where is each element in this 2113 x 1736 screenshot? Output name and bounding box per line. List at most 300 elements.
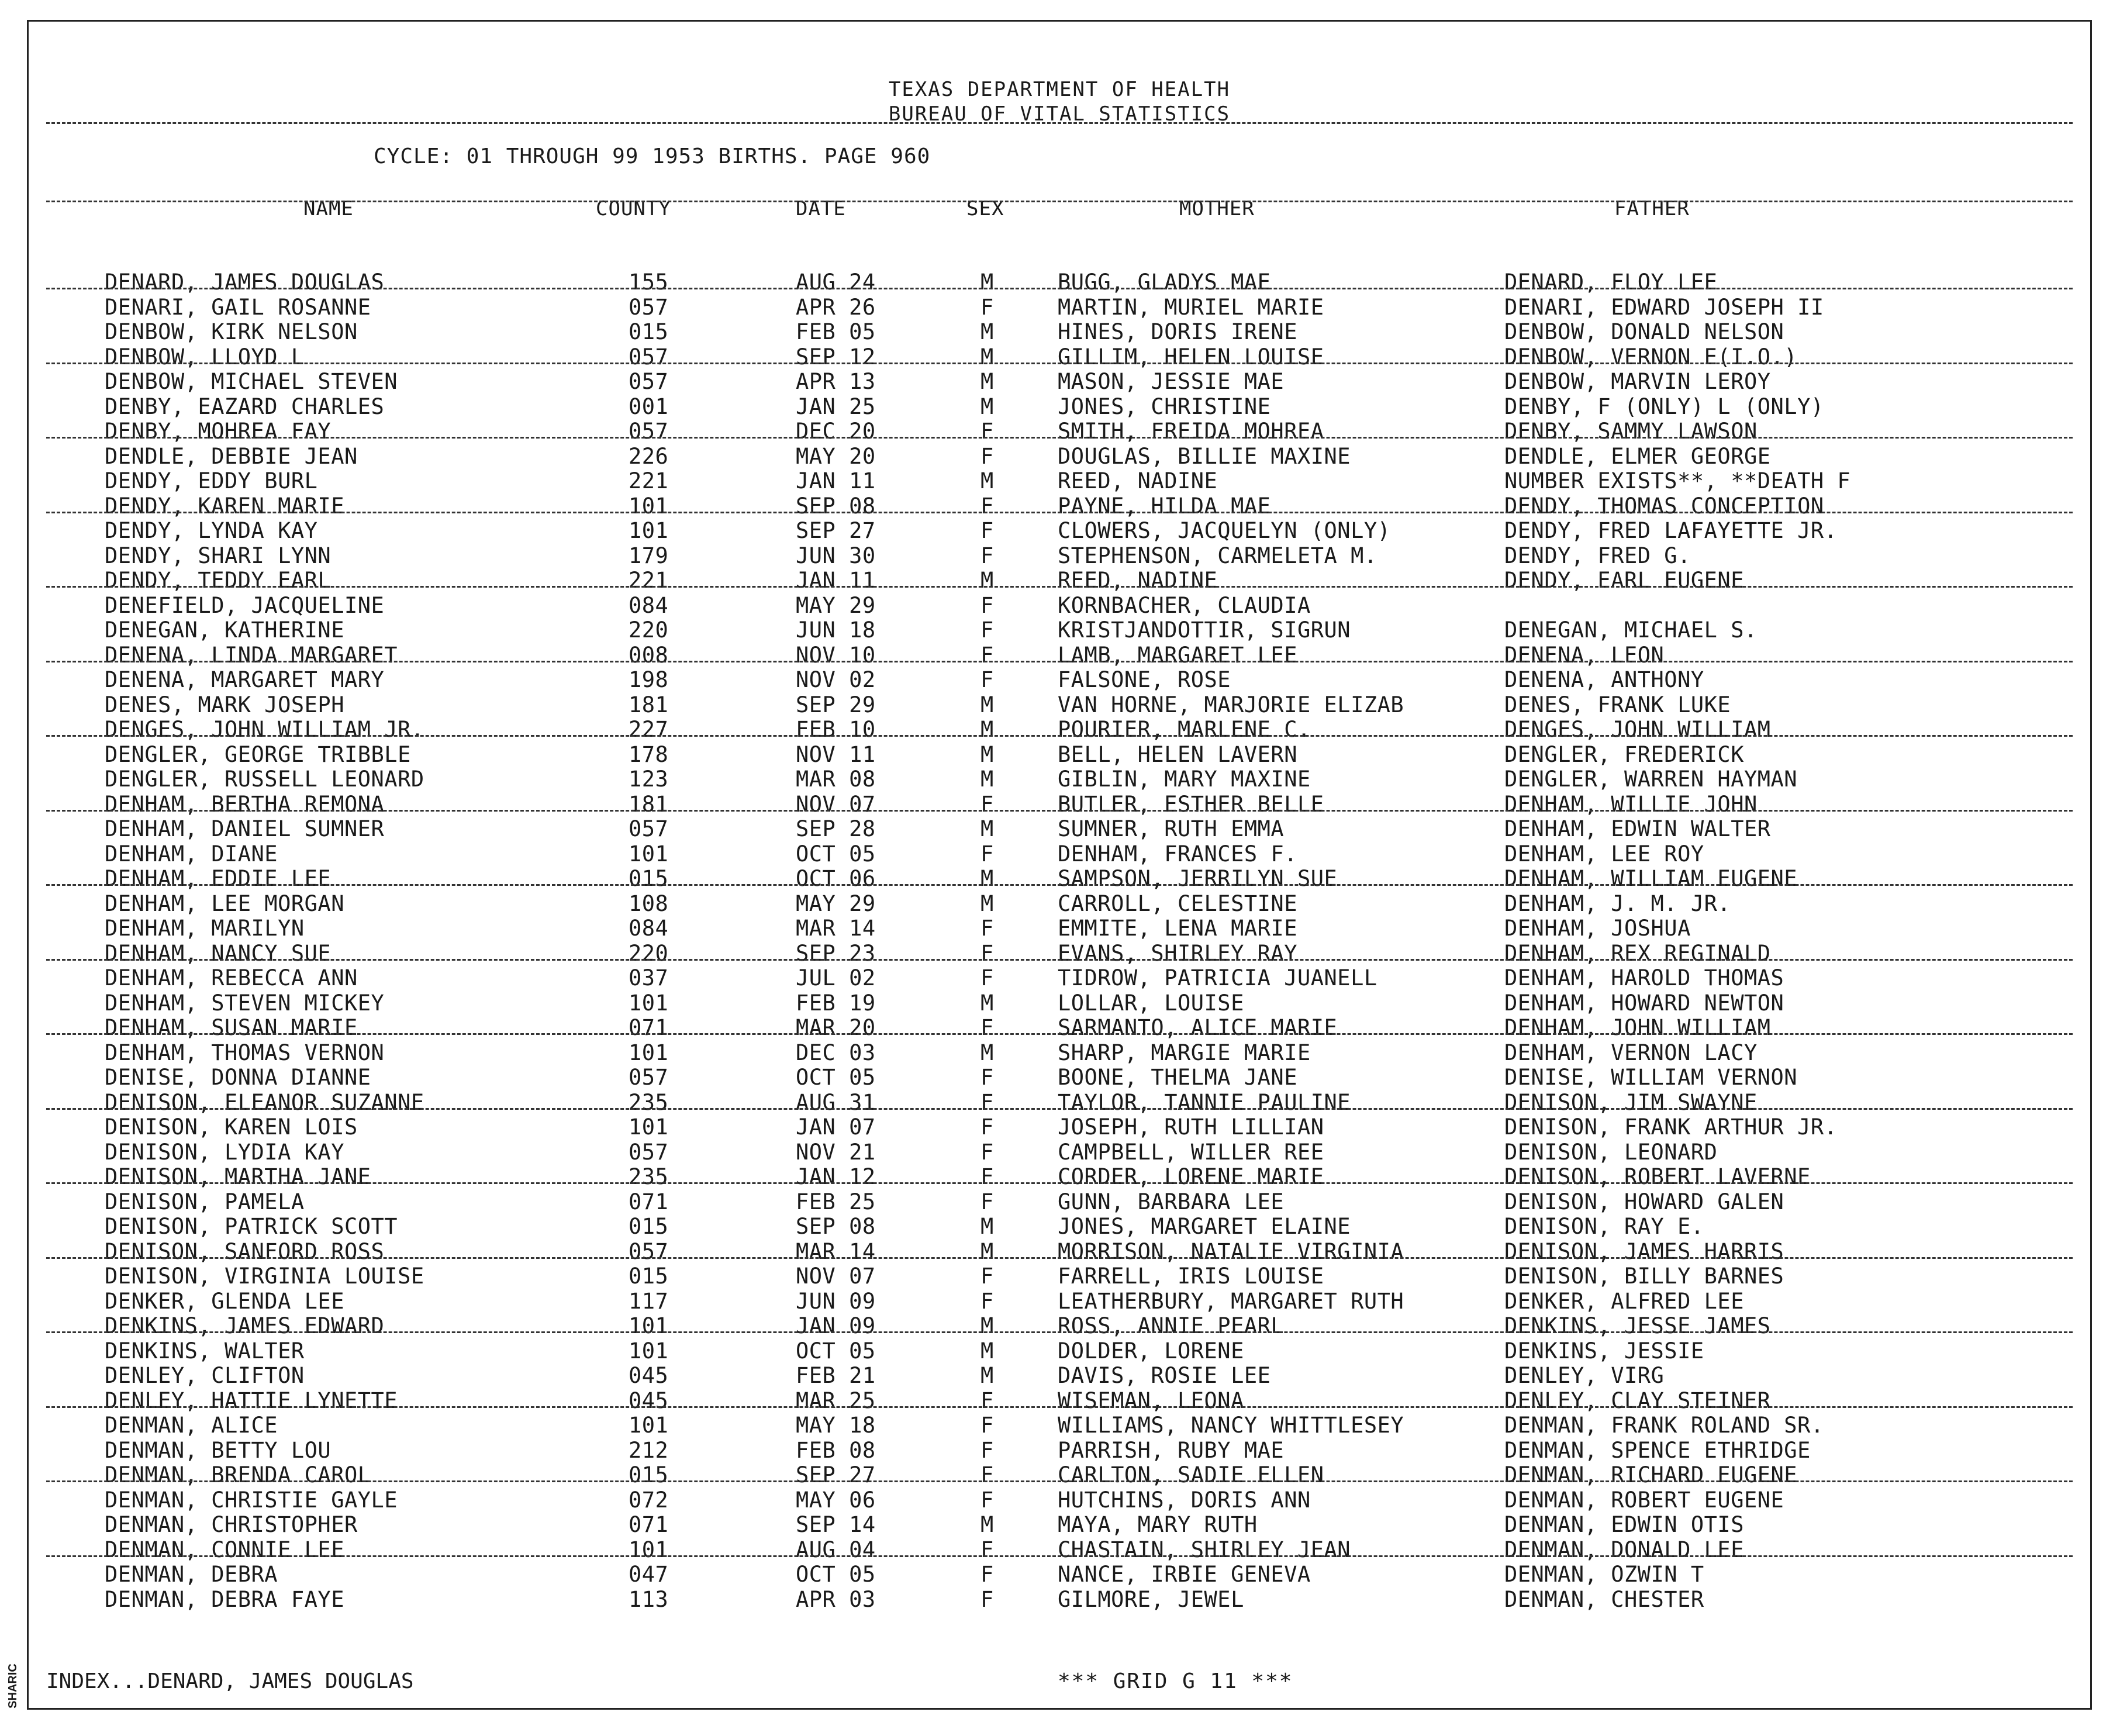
record-name: DENMAN, CHRISTOPHER <box>105 1512 358 1537</box>
record-father: DENHAM, HOWARD NEWTON <box>1504 990 1784 1016</box>
record-county: 220 <box>629 617 669 643</box>
record-name: DENHAM, BERTHA REMONA <box>105 791 385 817</box>
record-county: 001 <box>629 394 669 419</box>
record-father: DENDY, FRED LAFAYETTE JR. <box>1504 518 1838 543</box>
record-mother: KRISTJANDOTTIR, SIGRUN <box>1058 617 1351 643</box>
record-county: 072 <box>629 1487 669 1513</box>
column-header-date: DATE <box>796 197 846 220</box>
column-header-mother: MOTHER <box>1179 197 1255 220</box>
record-date: FEB 05 <box>796 319 876 344</box>
record-father: DENBOW, VERNON E(I.O.) <box>1504 344 1798 370</box>
record-row <box>29 345 2090 370</box>
record-date: MAR 08 <box>796 767 876 792</box>
record-sex: F <box>980 1189 994 1214</box>
record-date: MAR 20 <box>796 1015 876 1040</box>
column-header-county: COUNTY <box>596 197 671 220</box>
record-mother: SARMANTO, ALICE MARIE <box>1058 1015 1338 1040</box>
record-father: DENMAN, FRANK ROLAND SR. <box>1504 1413 1824 1438</box>
record-mother: PARRISH, RUBY MAE <box>1058 1437 1285 1463</box>
record-county: 057 <box>629 294 669 320</box>
record-mother: CARLTON, SADIE ELLEN <box>1058 1462 1324 1487</box>
record-mother: WILLIAMS, NANCY WHITTLESEY <box>1058 1413 1404 1438</box>
record-date: OCT 06 <box>796 866 876 891</box>
record-county: 015 <box>629 319 669 344</box>
record-name: DENHAM, THOMAS VERNON <box>105 1040 385 1065</box>
record-date: JAN 11 <box>796 568 876 593</box>
record-sex: M <box>980 1313 994 1338</box>
record-sex: M <box>980 568 994 593</box>
record-date: NOV 07 <box>796 1264 876 1289</box>
record-date: NOV 21 <box>796 1139 876 1165</box>
record-father: DENHAM, WILLIAM EUGENE <box>1504 866 1798 891</box>
record-row <box>29 1314 2090 1339</box>
record-mother: ROSS, ANNIE PEARL <box>1058 1313 1285 1338</box>
record-county: 057 <box>629 1139 669 1165</box>
record-sex: F <box>980 1437 994 1463</box>
record-date: APR 03 <box>796 1586 876 1612</box>
record-page <box>27 20 2092 1710</box>
record-sex: M <box>980 394 994 419</box>
record-name: DENDY, TEDDY EARL <box>105 568 332 593</box>
record-county: 071 <box>629 1015 669 1040</box>
record-father: DENKER, ALFRED LEE <box>1504 1288 1744 1314</box>
record-row <box>29 792 2090 817</box>
record-name: DENDY, KAREN MARIE <box>105 493 344 519</box>
record-county: 221 <box>629 568 669 593</box>
record-row <box>29 1016 2090 1041</box>
record-father: DENMAN, OZWIN T <box>1504 1562 1704 1587</box>
record-county: 101 <box>629 841 669 867</box>
record-row <box>29 1190 2090 1215</box>
record-date: MAY 20 <box>796 443 876 469</box>
record-mother: LOLLAR, LOUISE <box>1058 990 1244 1016</box>
record-row <box>29 1041 2090 1066</box>
record-sex: F <box>980 1388 994 1413</box>
record-sex: F <box>980 841 994 867</box>
record-row <box>29 817 2090 842</box>
side-tag <box>1 1659 25 1712</box>
record-date: MAY 18 <box>796 1413 876 1438</box>
record-mother: GILLIM, HELEN LOUISE <box>1058 344 1324 370</box>
record-sex: M <box>980 319 994 344</box>
record-name: DENHAM, STEVEN MICKEY <box>105 990 385 1016</box>
record-row <box>29 1587 2090 1613</box>
record-county: 015 <box>629 1462 669 1487</box>
record-name: DENHAM, LEE MORGAN <box>105 891 344 916</box>
record-name: DENDY, SHARI LYNN <box>105 543 332 568</box>
record-row <box>29 1413 2090 1438</box>
record-row <box>29 544 2090 569</box>
record-sex: F <box>980 1139 994 1165</box>
record-father: DENHAM, WILLIE JOHN <box>1504 791 1758 817</box>
record-sex: F <box>980 493 994 519</box>
record-mother: SMITH, FREIDA MOHREA <box>1058 419 1324 444</box>
record-date: NOV 10 <box>796 642 876 668</box>
record-county: 045 <box>629 1388 669 1413</box>
column-header-sex: SEX <box>966 197 1004 220</box>
record-row <box>29 842 2090 867</box>
record-name: DENHAM, DIANE <box>105 841 278 867</box>
record-county: 071 <box>629 1512 669 1537</box>
record-county: 045 <box>629 1363 669 1388</box>
record-mother: SAMPSON, JERRILYN SUE <box>1058 866 1338 891</box>
record-date: OCT 05 <box>796 1065 876 1090</box>
record-date: MAY 29 <box>796 891 876 916</box>
record-name: DENBY, MOHREA FAY <box>105 419 332 444</box>
record-row <box>29 643 2090 668</box>
record-sex: F <box>980 1462 994 1487</box>
record-date: FEB 21 <box>796 1363 876 1388</box>
record-father: DENLEY, CLAY STEINER <box>1504 1388 1771 1413</box>
record-county: 117 <box>629 1288 669 1314</box>
record-name: DENLEY, HATTIE LYNETTE <box>105 1388 398 1413</box>
record-date: FEB 08 <box>796 1437 876 1463</box>
record-name: DENHAM, MARILYN <box>105 916 305 941</box>
record-name: DENHAM, EDDIE LEE <box>105 866 332 891</box>
record-sex: F <box>980 1015 994 1040</box>
record-father: DENISON, FRANK ARTHUR JR. <box>1504 1114 1838 1140</box>
record-name: DENKINS, WALTER <box>105 1338 305 1364</box>
record-sex: F <box>980 1288 994 1314</box>
record-father: DENGLER, FREDERICK <box>1504 741 1744 767</box>
record-date: JUN 18 <box>796 617 876 643</box>
record-name: DENHAM, SUSAN MARIE <box>105 1015 358 1040</box>
record-mother: FALSONE, ROSE <box>1058 667 1231 692</box>
record-mother: CORDER, LORENE MARIE <box>1058 1164 1324 1189</box>
record-sex: M <box>980 1238 994 1264</box>
record-date: AUG 04 <box>796 1537 876 1562</box>
record-row <box>29 1165 2090 1190</box>
record-father: DENENA, ANTHONY <box>1504 667 1704 692</box>
record-mother: GUNN, BARBARA LEE <box>1058 1189 1285 1214</box>
record-sex: F <box>980 1164 994 1189</box>
record-father: DENISON, RAY E. <box>1504 1214 1704 1239</box>
record-father: DENGES, JOHN WILLIAM <box>1504 717 1771 742</box>
record-name: DENISON, PAMELA <box>105 1189 305 1214</box>
record-sex: M <box>980 741 994 767</box>
record-name: DENISON, KAREN LOIS <box>105 1114 358 1140</box>
record-father: DENISON, ROBERT LAVERNE <box>1504 1164 1811 1189</box>
record-name: DENISE, DONNA DIANNE <box>105 1065 371 1090</box>
record-row <box>29 966 2090 991</box>
record-county: 037 <box>629 965 669 990</box>
record-father: DENBY, F (ONLY) L (ONLY) <box>1504 394 1824 419</box>
record-mother: BUGG, GLADYS MAE <box>1058 270 1271 295</box>
record-name: DENDY, EDDY BURL <box>105 468 318 493</box>
record-mother: BELL, HELEN LAVERN <box>1058 741 1297 767</box>
record-date: OCT 05 <box>796 1562 876 1587</box>
record-name: DENMAN, BETTY LOU <box>105 1437 332 1463</box>
record-county: 101 <box>629 493 669 519</box>
record-mother: LAMB, MARGARET LEE <box>1058 642 1297 668</box>
record-name: DENMAN, DEBRA <box>105 1562 278 1587</box>
record-county: 226 <box>629 443 669 469</box>
record-father: DENHAM, REX REGINALD <box>1504 940 1771 966</box>
record-name: DENGLER, GEORGE TRIBBLE <box>105 741 411 767</box>
record-father: DENHAM, VERNON LACY <box>1504 1040 1758 1065</box>
grid-label: *** GRID G 11 *** <box>1058 1669 1293 1693</box>
record-father: DENISE, WILLIAM VERNON <box>1504 1065 1798 1090</box>
record-county: 155 <box>629 270 669 295</box>
record-father: DENHAM, J. M. JR. <box>1504 891 1731 916</box>
record-county: 108 <box>629 891 669 916</box>
record-father: DENKINS, JESSE JAMES <box>1504 1313 1771 1338</box>
record-name: DENKINS, JAMES EDWARD <box>105 1313 385 1338</box>
record-mother: VAN HORNE, MARJORIE ELIZAB <box>1058 692 1404 717</box>
record-county: 235 <box>629 1164 669 1189</box>
record-name: DENISON, VIRGINIA LOUISE <box>105 1264 424 1289</box>
record-father: DENDY, FRED G. <box>1504 543 1691 568</box>
record-date: JUN 30 <box>796 543 876 568</box>
record-date: SEP 27 <box>796 518 876 543</box>
record-date: MAR 14 <box>796 1238 876 1264</box>
record-date: SEP 28 <box>796 816 876 841</box>
record-father: DENHAM, LEE ROY <box>1504 841 1704 867</box>
record-father: DENARI, EDWARD JOSEPH II <box>1504 294 1824 320</box>
record-row <box>29 867 2090 892</box>
record-mother: DENHAM, FRANCES F. <box>1058 841 1297 867</box>
record-father: DENMAN, CHESTER <box>1504 1586 1704 1612</box>
record-name: DENENA, MARGARET MARY <box>105 667 385 692</box>
record-date: JUN 09 <box>796 1288 876 1314</box>
record-father: DENISON, BILLY BARNES <box>1504 1264 1784 1289</box>
record-row <box>29 320 2090 345</box>
record-father: DENBOW, DONALD NELSON <box>1504 319 1784 344</box>
bureau-title: BUREAU OF VITAL STATISTICS <box>888 102 1231 126</box>
record-father: DENISON, LEONARD <box>1504 1139 1718 1165</box>
record-mother: MORRISON, NATALIE VIRGINIA <box>1058 1238 1404 1264</box>
record-row <box>29 419 2090 444</box>
record-county: 071 <box>629 1189 669 1214</box>
record-name: DENISON, PATRICK SCOTT <box>105 1214 398 1239</box>
record-sex: F <box>980 419 994 444</box>
record-mother: STEPHENSON, CARMELETA M. <box>1058 543 1377 568</box>
record-sex: F <box>980 1065 994 1090</box>
record-name: DENHAM, NANCY SUE <box>105 940 332 966</box>
record-row <box>29 991 2090 1016</box>
records-list <box>29 270 2090 1612</box>
record-sex: F <box>980 1264 994 1289</box>
record-name: DENBOW, LLOYD L <box>105 344 305 370</box>
record-date: JUL 02 <box>796 965 876 990</box>
record-county: 178 <box>629 741 669 767</box>
record-mother: GILMORE, JEWEL <box>1058 1586 1244 1612</box>
record-date: MAY 06 <box>796 1487 876 1513</box>
record-sex: M <box>980 717 994 742</box>
record-row <box>29 270 2090 295</box>
record-county: 015 <box>629 1264 669 1289</box>
record-mother: SUMNER, RUTH EMMA <box>1058 816 1285 841</box>
record-name: DENARI, GAIL ROSANNE <box>105 294 371 320</box>
record-father: DENLEY, VIRG <box>1504 1363 1665 1388</box>
record-mother: MARTIN, MURIEL MARIE <box>1058 294 1324 320</box>
record-date: JAN 07 <box>796 1114 876 1140</box>
record-sex: F <box>980 667 994 692</box>
record-county: 212 <box>629 1437 669 1463</box>
record-mother: MAYA, MARY RUTH <box>1058 1512 1258 1537</box>
record-county: 101 <box>629 1338 669 1364</box>
record-row <box>29 767 2090 792</box>
record-row <box>29 1240 2090 1265</box>
record-county: 015 <box>629 866 669 891</box>
record-row <box>29 568 2090 593</box>
record-mother: EVANS, SHIRLEY RAY <box>1058 940 1297 966</box>
record-name: DENBY, EAZARD CHARLES <box>105 394 385 419</box>
record-county: 235 <box>629 1089 669 1115</box>
record-row <box>29 1562 2090 1587</box>
record-date: MAY 29 <box>796 592 876 618</box>
record-date: FEB 10 <box>796 717 876 742</box>
record-row <box>29 1438 2090 1464</box>
record-date: OCT 05 <box>796 841 876 867</box>
record-mother: MASON, JESSIE MAE <box>1058 369 1285 394</box>
record-county: 101 <box>629 1537 669 1562</box>
department-title: TEXAS DEPARTMENT OF HEALTH <box>888 78 1231 101</box>
record-father: DENISON, JIM SWAYNE <box>1504 1089 1758 1115</box>
record-row <box>29 892 2090 917</box>
record-father: DENISON, HOWARD GALEN <box>1504 1189 1784 1214</box>
record-mother: CARROLL, CELESTINE <box>1058 891 1297 916</box>
record-father: DENHAM, JOSHUA <box>1504 916 1691 941</box>
record-father: DENHAM, JOHN WILLIAM <box>1504 1015 1771 1040</box>
record-sex: M <box>980 990 994 1016</box>
record-name: DENLEY, CLIFTON <box>105 1363 305 1388</box>
record-father: DENMAN, DONALD LEE <box>1504 1537 1744 1562</box>
record-date: SEP 12 <box>796 344 876 370</box>
record-sex: F <box>980 642 994 668</box>
record-sex: F <box>980 1089 994 1115</box>
record-date: FEB 25 <box>796 1189 876 1214</box>
record-sex: M <box>980 1512 994 1537</box>
record-mother: POURIER, MARLENE C. <box>1058 717 1311 742</box>
record-mother: CLOWERS, JACQUELYN (ONLY) <box>1058 518 1391 543</box>
record-county: 198 <box>629 667 669 692</box>
record-mother: LEATHERBURY, MARGARET RUTH <box>1058 1288 1404 1314</box>
record-father: DENMAN, RICHARD EUGENE <box>1504 1462 1798 1487</box>
record-mother: REED, NADINE <box>1058 468 1218 493</box>
header-divider <box>46 122 2073 124</box>
record-name: DENARD, JAMES DOUGLAS <box>105 270 385 295</box>
record-date: DEC 20 <box>796 419 876 444</box>
record-sex: M <box>980 692 994 717</box>
record-mother: HUTCHINS, DORIS ANN <box>1058 1487 1311 1513</box>
record-county: 101 <box>629 990 669 1016</box>
record-row <box>29 370 2090 395</box>
record-county: 220 <box>629 940 669 966</box>
record-county: 084 <box>629 916 669 941</box>
record-father: DENDY, THOMAS CONCEPTION <box>1504 493 1824 519</box>
record-name: DENBOW, KIRK NELSON <box>105 319 358 344</box>
record-name: DENMAN, DEBRA FAYE <box>105 1586 344 1612</box>
record-row <box>29 593 2090 619</box>
record-father: DENKINS, JESSIE <box>1504 1338 1704 1364</box>
record-father: NUMBER EXISTS**, **DEATH F <box>1504 468 1851 493</box>
record-sex: M <box>980 344 994 370</box>
record-mother: PAYNE, HILDA MAE <box>1058 493 1271 519</box>
record-sex: F <box>980 916 994 941</box>
record-name: DENGLER, RUSSELL LEONARD <box>105 767 424 792</box>
record-date: OCT 05 <box>796 1338 876 1364</box>
record-sex: F <box>980 940 994 966</box>
record-mother: JONES, CHRISTINE <box>1058 394 1271 419</box>
record-sex: F <box>980 1537 994 1562</box>
record-father: DENISON, JAMES HARRIS <box>1504 1238 1784 1264</box>
record-row <box>29 295 2090 320</box>
record-row <box>29 916 2090 941</box>
record-sex: F <box>980 965 994 990</box>
record-row <box>29 743 2090 768</box>
record-name: DENDLE, DEBBIE JEAN <box>105 443 358 469</box>
record-sex: F <box>980 518 994 543</box>
record-county: 057 <box>629 369 669 394</box>
record-father: DENENA, LEON <box>1504 642 1665 668</box>
record-county: 057 <box>629 1065 669 1090</box>
record-mother: NANCE, IRBIE GENEVA <box>1058 1562 1311 1587</box>
column-header-father: FATHER <box>1614 197 1690 220</box>
record-mother: BOONE, THELMA JANE <box>1058 1065 1297 1090</box>
record-date: JAN 09 <box>796 1313 876 1338</box>
record-father: DENEGAN, MICHAEL S. <box>1504 617 1758 643</box>
column-header-divider <box>46 201 2073 202</box>
record-row <box>29 1538 2090 1563</box>
cycle-line: CYCLE: 01 THROUGH 99 1953 BIRTHS. PAGE 960 <box>374 144 931 168</box>
record-county: 015 <box>629 1214 669 1239</box>
record-father: DENDLE, ELMER GEORGE <box>1504 443 1771 469</box>
record-county: 084 <box>629 592 669 618</box>
record-sex: M <box>980 1338 994 1364</box>
record-date: MAR 25 <box>796 1388 876 1413</box>
record-row <box>29 1090 2090 1116</box>
record-name: DENISON, SANFORD ROSS <box>105 1238 385 1264</box>
record-mother: SHARP, MARGIE MARIE <box>1058 1040 1311 1065</box>
record-row <box>29 618 2090 643</box>
record-name: DENEGAN, KATHERINE <box>105 617 344 643</box>
record-date: JAN 25 <box>796 394 876 419</box>
record-father: DENBOW, MARVIN LEROY <box>1504 369 1771 394</box>
record-date: SEP 29 <box>796 692 876 717</box>
record-mother: TAYLOR, TANNIE PAULINE <box>1058 1089 1351 1115</box>
record-name: DENENA, LINDA MARGARET <box>105 642 398 668</box>
record-name: DENBOW, MICHAEL STEVEN <box>105 369 398 394</box>
record-row <box>29 1289 2090 1314</box>
record-county: 101 <box>629 1313 669 1338</box>
record-name: DENISON, LYDIA KAY <box>105 1139 344 1165</box>
record-mother: GIBLIN, MARY MAXINE <box>1058 767 1311 792</box>
record-name: DENISON, ELEANOR SUZANNE <box>105 1089 424 1115</box>
record-row <box>29 1065 2090 1090</box>
record-county: 227 <box>629 717 669 742</box>
record-row <box>29 1140 2090 1165</box>
record-sex: M <box>980 369 994 394</box>
record-date: SEP 08 <box>796 493 876 519</box>
record-father: DENMAN, SPENCE ETHRIDGE <box>1504 1437 1811 1463</box>
record-county: 057 <box>629 344 669 370</box>
record-sex: F <box>980 1413 994 1438</box>
record-mother: BUTLER, ESTHER BELLE <box>1058 791 1324 817</box>
record-name: DENHAM, DANIEL SUMNER <box>105 816 385 841</box>
record-mother: DOUGLAS, BILLIE MAXINE <box>1058 443 1351 469</box>
record-row <box>29 941 2090 967</box>
record-sex: F <box>980 1586 994 1612</box>
record-name: DENKER, GLENDA LEE <box>105 1288 344 1314</box>
record-mother: JONES, MARGARET ELAINE <box>1058 1214 1351 1239</box>
record-father: DENBY, SAMMY LAWSON <box>1504 419 1758 444</box>
record-father: DENARD, FLOY LEE <box>1504 270 1718 295</box>
record-date: AUG 24 <box>796 270 876 295</box>
record-county: 101 <box>629 1040 669 1065</box>
record-county: 101 <box>629 1413 669 1438</box>
record-sex: M <box>980 1214 994 1239</box>
